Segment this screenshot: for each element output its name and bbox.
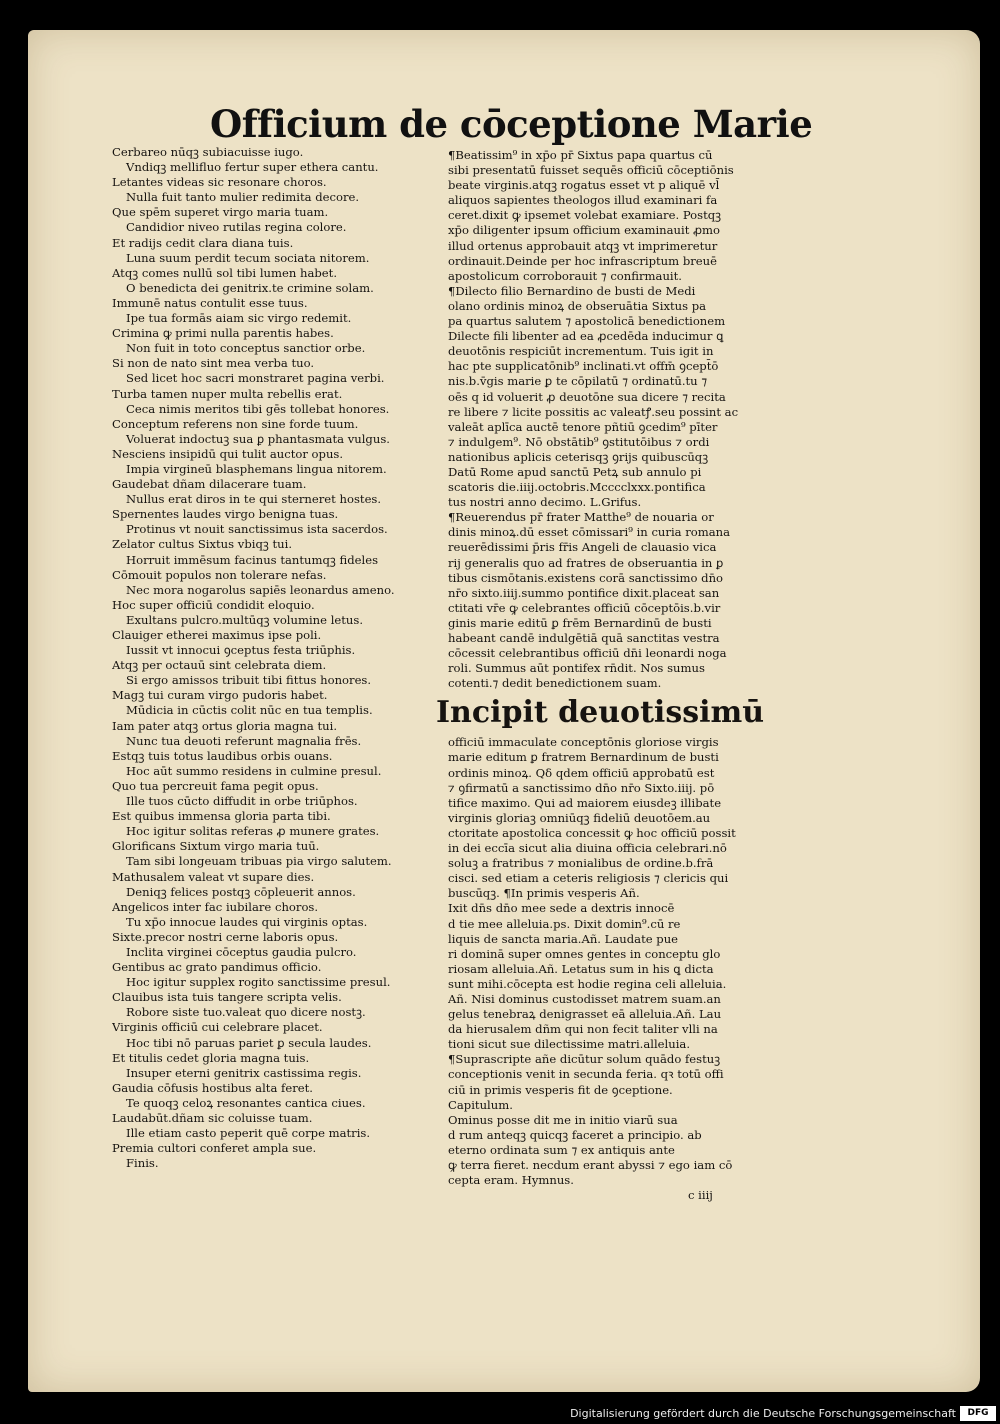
text-line: tifice maximo. Qui ad maiorem eiusdeꝫ illibate: [448, 795, 722, 810]
text-line: Gaudebat dñam dilacerare tuam.: [112, 477, 307, 492]
text-line: re libere ⁊ licite possitis ac valeatꝭ.seu possint ac: [448, 404, 739, 419]
text-line: Cōmouit populos non tolerare nefas.: [112, 567, 327, 582]
text-line: O benedicta dei genitrix.te crimine solam.: [126, 280, 374, 295]
text-line: Laudabūt.dñam sic coluisse tuam.: [112, 1111, 313, 1125]
text-line: Angelicos inter fac iubilare choros.: [112, 899, 319, 914]
text-line: Ominus posse dit me in initio viarū sua: [448, 1112, 678, 1127]
text-line: Ceca nimis meritos tibi gēs tollebat honores.: [126, 401, 390, 416]
text-line: Finis.: [126, 1156, 159, 1171]
text-line: Horruit immēsum facinus tantumqꝫ fideles: [126, 552, 379, 567]
text-line: Luna suum perdit tecum sociata nitorem.: [126, 250, 370, 265]
text-line: Hoc aūt summo residens in culmine presul.: [126, 763, 382, 778]
text-line: ¶Reuerendus pr̄ frater Matthe⁹ de nouaria or: [448, 510, 714, 525]
text-line: tioni sicut sue dilectissime matri.alleluia.: [448, 1037, 691, 1052]
text-line: ordinis minoꝝ. Qδ qdem officiū approbatū est: [448, 765, 715, 780]
text-line: d rum anteqꝫ quicqꝫ faceret a principio. ab: [448, 1127, 702, 1142]
text-line: ri dominā super omnes gentes in conceptu glo: [448, 946, 721, 961]
text-line: Nec mora nogarolus sapiēs leonardus ameno.: [126, 582, 395, 597]
text-line: scatoris die.iiij.octobris.Mcccclxxx.pontifica: [448, 480, 706, 495]
text-line: d tie mee alleluia.ps. Dixit domin⁹.cū re: [448, 916, 681, 931]
text-line: Te quoqꝫ celoꝝ resonantes cantica ciues.: [126, 1095, 366, 1110]
text-line: Conceptum referens non sine forde tuum.: [112, 416, 359, 431]
text-line: Premia cultori conferet ampla sue.: [112, 1141, 317, 1156]
text-line: sibi presentatū fuisset sequēs officiū cōceptiōnis: [448, 163, 734, 178]
text-line: Nulla fuit tanto mulier redimita decore.: [126, 190, 360, 205]
text-line: ctitati vr̄e ꝙ celebrantes officiū cōceptōis.b.vir: [448, 600, 721, 615]
incipit-heading: Incipit deuotissimū: [436, 695, 765, 731]
text-line: hac pte supplicatōnib⁹ inclinati.vt offm̄ ꝯcept̄ō: [448, 359, 719, 374]
text-line: Añ. Nisi dominus custodisset matrem suam.an: [448, 991, 721, 1006]
text-line: Que spēm superet virgo maria tuam.: [112, 205, 329, 220]
text-line: Insuper eterni genitrix castissima regis.: [126, 1065, 362, 1080]
right-column-top: [448, 148, 778, 691]
text-line: Gaudia cōfusis hostibus alta feret.: [112, 1080, 313, 1095]
text-line: Zelator cultus Sixtus vbiqꝫ tui.: [112, 537, 293, 552]
text-line: Sixte.precor nostri cerne laboris opus.: [112, 929, 339, 944]
text-line: Ille etiam casto peperit quē corpe matris.: [126, 1126, 371, 1141]
text-line: dinis minoꝝ.dū esset cōmissari⁹ in curia romana: [448, 525, 731, 540]
text-line: Gentibus ac grato pandimus officio.: [112, 960, 322, 975]
text-line: Turba tamen nuper multa rebellis erat.: [112, 386, 343, 401]
text-line: marie editum ꝑ fratrem Bernardinum de busti: [448, 750, 719, 765]
text-line: Deniqꝫ felices postqꝫ cōpleuerit annos.: [126, 884, 356, 899]
text-line: aliquos sapientes theologos illud examinari fa: [448, 193, 718, 208]
text-line: Atqꝫ per octauū sint celebrata diem.: [112, 658, 327, 673]
text-line: ⁊ ꝯfirmatū a sanctissimo dn̄o nr̄o Sixto.iiij. pō: [448, 780, 715, 795]
text-line: cōcessit celebrantibus officiū dn̄i leonardi noga: [448, 646, 727, 661]
text-line: ¶Dilecto filio Bernardino de busti de Medi: [448, 283, 696, 298]
text-line: Capitulum.: [448, 1097, 513, 1112]
text-line: Clauibus ista tuis tangere scripta velis.: [112, 990, 342, 1005]
text-line: soluꝫ a fratribus ⁊ monialibus de ordine.b.frā: [448, 856, 714, 871]
text-line: Sed licet hoc sacri monstraret pagina verbi.: [126, 371, 385, 386]
text-line: ¶Beatissim⁹ in xp̄o pr̄ Sixtus papa quartus cū: [448, 148, 713, 162]
text-line: cotenti.⁊ dedit benedictionem suam.: [448, 676, 662, 691]
text-line: illud ortenus approbauit atqꝫ vt imprimeretur: [448, 238, 718, 253]
text-line: Ipe tua formās aiam sic virgo redemit.: [126, 311, 352, 326]
text-line: nr̄o sixto.iiij.summo pontifice dixit.placeat san: [448, 585, 720, 600]
text-line: tibus cismōtanis.existens corā sanctissimo dn̄o: [448, 570, 724, 585]
text-line: Et titulis cedet gloria magna tuis.: [112, 1050, 310, 1065]
text-line: Mūdicia in cūctis colit nūc en tua templis.: [126, 703, 373, 718]
text-line: Vndiqꝫ mellifluo fertur super ethera cantu.: [126, 160, 379, 175]
text-line: in dei eccīa sicut alia diuina officia celebrari.nō: [448, 841, 727, 856]
text-line: ¶Suprascripte añe dicūtur solum quādo festuꝫ: [448, 1052, 721, 1067]
text-line: Spernentes laudes virgo benigna tuas.: [112, 507, 339, 522]
text-line: pa quartus salutem ⁊ apostolicā benedictionem: [448, 314, 726, 329]
text-line: Hoc igitur supplex rogito sanctissime presul.: [126, 975, 391, 990]
text-line: Quo tua percreuit fama pegit opus.: [112, 778, 319, 793]
text-line: Tam sibi longeuam tribuas pia virgo salutem.: [126, 854, 392, 869]
text-line: nis.b.v̄gis marie ꝑ te cōpilatū ⁊ ordinatū.tu ⁊: [448, 374, 708, 389]
text-line: Exultans pulcro.multūqꝫ volumine letus.: [126, 612, 364, 627]
text-line: ceret.dixit ꝙ ipsemet volebat examiare. Postqꝫ: [448, 208, 722, 223]
text-line: Hoc super officiū condidit eloquio.: [112, 597, 315, 612]
right-column: [436, 148, 778, 1203]
text-line: Robore siste tuo.valeat quo dicere nostꝫ.: [126, 1005, 366, 1020]
text-line: Hoc tibi nō paruas pariet ꝑ secula laudes.: [126, 1035, 372, 1050]
text-line: Est quibus immensa gloria parta tibi.: [112, 809, 331, 824]
text-line: rij generalis quo ad fratres de obseruantia in ꝑ: [448, 555, 724, 570]
text-line: Crimina ꝙ primi nulla parentis habes.: [112, 326, 334, 341]
text-line: nationibus aplicis ceterisqꝫ ꝯrijs quibuscūqꝫ: [448, 449, 709, 464]
text-line: habeant candē indulgētiā quā sanctitas vestra: [448, 631, 720, 645]
text-line: ꝙ terra fieret. necdum erant abyssi ⁊ ego iam cō: [448, 1158, 733, 1172]
text-line: Nesciens insipidū qui tulit auctor opus.: [112, 446, 344, 461]
text-line: Virginis officiū cui celebrare placet.: [112, 1020, 323, 1035]
text-line: oēs q id voluerit ꝓ deuotōne sua dicere ⁊ recita: [448, 389, 726, 404]
text-line: roli. Summus aūt pontifex rn̄dit. Nos sumus: [448, 661, 705, 676]
text-line: Iam pater atqꝫ ortus gloria magna tui.: [112, 718, 338, 733]
text-line: Tu xp̄o innocue laudes qui virginis optas.: [126, 914, 368, 929]
text-line: Atqꝫ comes nullū sol tibi lumen habet.: [112, 265, 338, 280]
left-column: [112, 145, 442, 1171]
text-line: da hierusalem dñm qui non fecit taliter vlli na: [448, 1022, 718, 1037]
text-line: deuotōnis respiciūt incrementum. Tuis igit in: [448, 344, 714, 359]
text-line: sunt mihi.cōcepta est hodie regina celi alleluia.: [448, 976, 727, 991]
text-line: Immunē natus contulit esse tuus.: [112, 295, 308, 310]
text-line: Nullus erat diros in te qui sterneret hostes.: [126, 492, 382, 507]
text-line: Ille tuos cūcto diffudit in orbe triūphos.: [126, 794, 358, 809]
text-line: Si ergo amissos tribuit tibi fittus honores.: [126, 673, 372, 688]
text-line: Cerbareo nūqꝫ subiacuisse iugo.: [112, 145, 304, 159]
text-line: officiū immaculate conceptōnis gloriose virgis: [448, 735, 719, 750]
text-line: ⁊ indulgem⁹. Nō obstātib⁹ ꝯstitutōibus ⁊ ordi: [448, 434, 710, 449]
text-line: ctoritate apostolica concessit ꝙ hoc officiū possit: [448, 825, 736, 840]
text-line: virginis gloriaꝫ omniūqꝫ fideliū deuotōem.au: [448, 810, 711, 825]
right-column-bottom: [448, 735, 778, 1188]
text-line: Et radijs cedit clara diana tuis.: [112, 235, 294, 250]
text-line: apostolicum corroborauit ⁊ confirmauit.: [448, 268, 682, 283]
text-line: Iussit vt innocui ꝯceptus festa triūphis.: [126, 643, 356, 658]
text-line: olano ordinis minoꝝ de obseruātia Sixtus pa: [448, 298, 707, 313]
dfg-logo: DFG: [960, 1406, 996, 1421]
text-line: Ixit dn̄s dn̄o mee sede a dextris innocē: [448, 901, 675, 916]
text-line: Si non de nato sint mea verba tuo.: [112, 356, 315, 371]
text-line: riosam alleluia.Añ. Letatus sum in his ꝗ dicta: [448, 961, 714, 976]
text-line: Protinus vt nouit sanctissimus ista sacerdos.: [126, 522, 388, 537]
text-line: Mathusalem valeat vt supare dies.: [112, 869, 315, 884]
text-line: xp̄o diligenter ipsum officium examinauit ꝓmo: [448, 223, 721, 238]
text-line: Voluerat indoctuꝫ sua ꝑ phantasmata vulgus.: [126, 431, 390, 446]
text-line: conceptionis venit in secunda feria. qꝛ totū offi: [448, 1067, 724, 1082]
text-line: Magꝫ tui curam virgo pudoris habet.: [112, 688, 328, 703]
page-title: Officium de cōceptione Marie: [210, 102, 813, 146]
text-line: valeāt aplīca auctē tenore pñtiū ꝯcedim⁹ pīter: [448, 419, 718, 434]
text-line: liquis de sancta maria.Añ. Laudate pue: [448, 931, 679, 946]
text-line: Glorificans Sixtum virgo maria tuū.: [112, 839, 320, 854]
text-line: Clauiger etherei maximus ipse poli.: [112, 628, 322, 642]
text-line: Inclita virginei cōceptus gaudia pulcro.: [126, 944, 357, 959]
text-line: eterno ordinata sum ⁊ ex antiquis ante: [448, 1142, 675, 1157]
text-line: Letantes videas sic resonare choros.: [112, 175, 327, 190]
text-line: gelus tenebraꝝ denigrasset eā alleluia.Añ. Lau: [448, 1007, 722, 1022]
text-line: Estqꝫ tuis totus laudibus orbis ouans.: [112, 748, 333, 763]
signature-mark: c iiij: [688, 1188, 713, 1203]
text-line: cisci. sed etiam a ceteris religiosis ⁊ clericis qui: [448, 871, 729, 886]
text-line: Nunc tua deuoti referunt magnalia frēs.: [126, 733, 362, 748]
book-page: [28, 30, 980, 1392]
text-line: beate virginis.atqꝫ rogatus esset vt p aliquē vl̄: [448, 178, 720, 193]
text-line: ciū in primis vesperis fit de ꝯceptione.: [448, 1082, 673, 1097]
footer-credit: Digitalisierung gefördert durch die Deutsche Forschungsgemeinschaft: [570, 1407, 956, 1420]
text-line: Non fuit in toto conceptus sanctior orbe.: [126, 341, 366, 356]
text-line: reuerēdissimi p̄ris fr̄is Angeli de clauasio vica: [448, 540, 717, 555]
text-line: tus nostri anno decimo. L.Grifus.: [448, 495, 642, 510]
text-line: buscūqꝫ. ¶In primis vesperis Añ.: [448, 886, 640, 901]
text-line: ordinauit.Deinde per hoc infrascriptum breuē: [448, 253, 717, 268]
footer-bar: [0, 1404, 1000, 1424]
text-line: Dilecte fili libenter ad ea ꝓcedēda inducimur ꝗ: [448, 329, 724, 344]
text-line: cepta eram. Hymnus.: [448, 1173, 574, 1188]
text-line: ginis marie editū ꝑ frēm Bernardinū de busti: [448, 615, 712, 630]
text-line: Candidior niveo rutilas regina colore.: [126, 220, 347, 235]
text-line: Hoc igitur solitas referas ꝓ munere grates.: [126, 824, 380, 839]
text-line: Impia virgineū blasphemans lingua nitorem.: [126, 461, 387, 476]
text-line: Datū Rome apud sanctū Petꝝ sub annulo pi: [448, 464, 702, 479]
